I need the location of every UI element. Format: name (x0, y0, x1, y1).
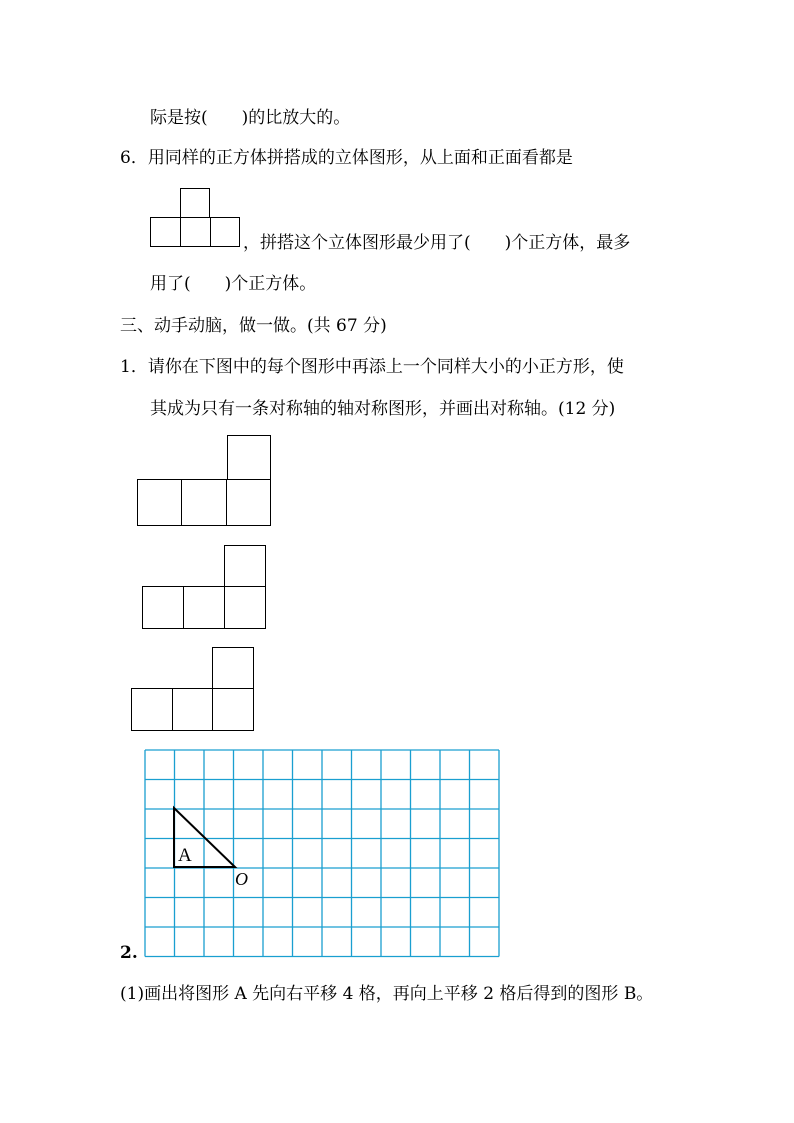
figure-square (212, 647, 254, 689)
q1-line2: 其成为只有一条对称轴的轴对称图形，并画出对称轴。(12 分) (150, 399, 616, 419)
figure-square (226, 479, 271, 526)
figure-square (137, 479, 183, 526)
q6-view-figure (150, 188, 240, 248)
q6-line2: ，拼搭这个立体图形最少用了( )个正方体，最多 (243, 233, 631, 253)
q2-number: 2. (120, 943, 138, 963)
q1-line1: 1．请你在下图中的每个图形中再添上一个同样大小的小正方形，使 (120, 357, 624, 377)
q2-grid (140, 745, 506, 961)
q6-line3: 用了( )个正方体。 (150, 274, 317, 294)
q1-figure-2 (142, 545, 266, 629)
figure-square (212, 688, 254, 731)
point-o-label: O (235, 869, 248, 889)
figure-square (131, 688, 173, 731)
q6-line1: 6．用同样的正方体拼搭成的立体图形，从上面和正面看都是 (120, 148, 573, 168)
figure-square (224, 586, 266, 629)
grid-lines (145, 750, 499, 957)
figure-square (180, 217, 211, 247)
section3-title: 三、动手动脑，做一做。(共 67 分) (120, 316, 387, 336)
figure-square (210, 217, 240, 247)
q1-figure-1 (137, 435, 271, 526)
figure-square (181, 479, 228, 526)
q1-figure-3 (131, 647, 254, 731)
q2-sub1: (1)画出将图形 A 先向右平移 4 格，再向上平移 2 格后得到的图形 B。 (120, 984, 654, 1004)
figure-square (172, 688, 214, 731)
figure-square (150, 217, 181, 247)
figure-square (224, 545, 266, 587)
triangle-a-label: A (178, 845, 192, 866)
figure-square (142, 586, 184, 629)
figure-square (180, 188, 210, 218)
figure-square (183, 586, 225, 629)
figure-square (227, 435, 271, 481)
q5-continuation: 际是按( )的比放大的。 (150, 108, 351, 128)
